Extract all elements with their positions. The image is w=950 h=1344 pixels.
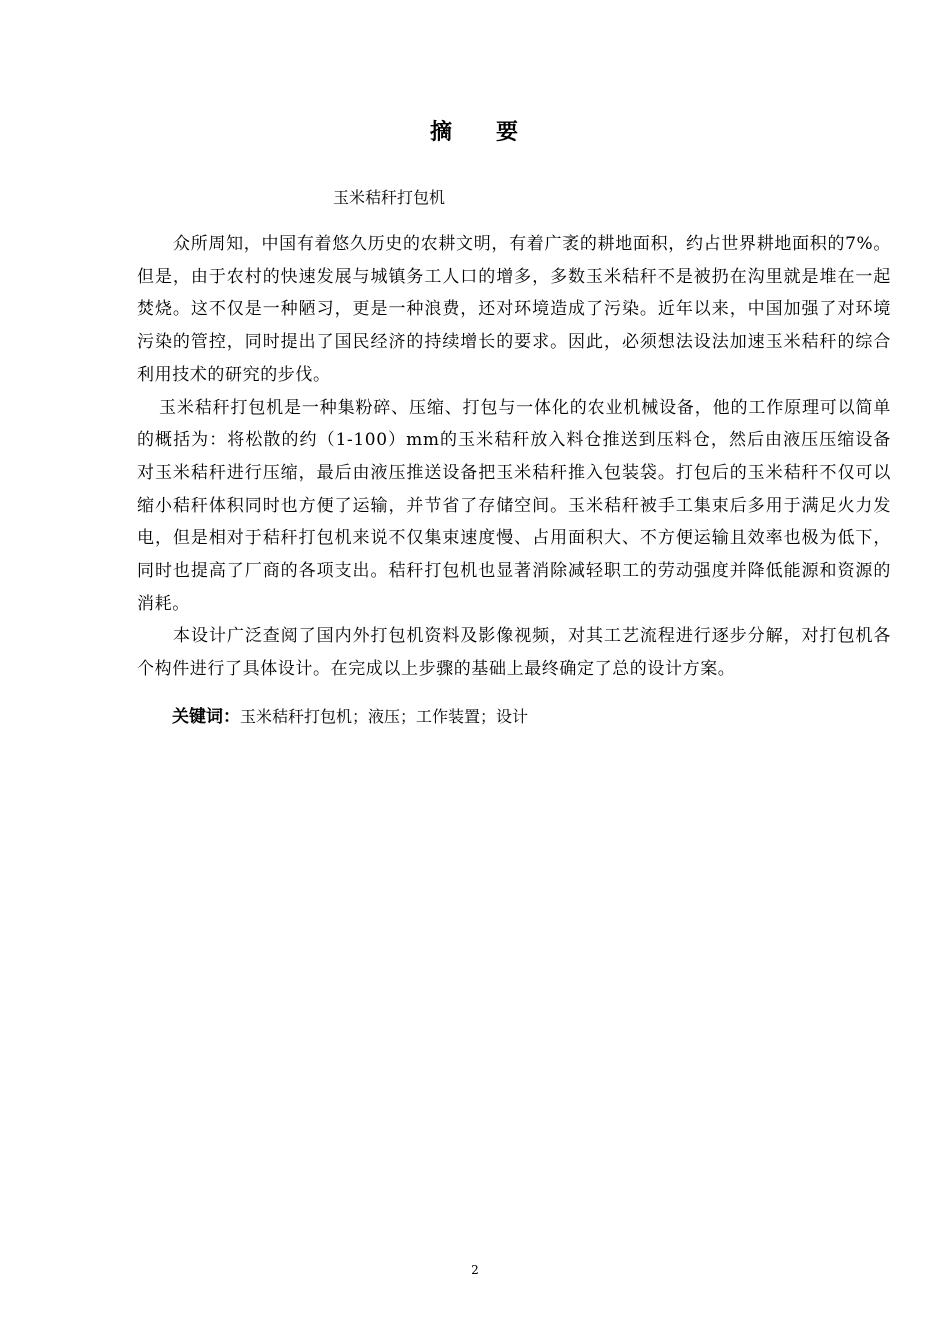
abstract-title-char-1: 摘 <box>429 120 454 145</box>
abstract-paragraph-3: 本设计广泛查阅了国内外打包机资料及影像视频，对其工艺流程进行逐步分解，对打包机各个构件进行了具体设计。在完成以上步骤的基础上最终确定了总的设计方案。 <box>137 626 891 680</box>
abstract-title <box>0 116 950 150</box>
abstract-paragraph-1: 众所周知，中国有着悠久历史的农耕文明，有着广袤的耕地面积，约占世界耕地面积的7%。但是，由于农村的快速发展与城镇务工人口的增多，多数玉米秸秆不是被扔在沟里就是堆在一起焚烧。这不仅是一种陋习，更是一种浪费，还对环境造成了污染。近年以来，中国加强了对环境污染的管控，同时提出了国民经济的持续增长的要求。因此，必须想法设法加速玉米秸秆的综合利用技术的研究的步伐。 <box>137 234 891 385</box>
abstract-title-char-2: 要 <box>496 120 521 145</box>
abstract-paragraph-2: 玉米秸秆打包机是一种集粉碎、压缩、打包与一体化的农业机械设备，他的工作原理可以简单的概括为：将松散的约（1-100）mm的玉米秸秆放入料仓推送到压料仓，然后由液压压缩设备对玉米秸秆进行压缩，最后由液压推送设备把玉米秸秆推入包装袋。打包后的玉米秸秆不仅可以缩小秸秆体积同时也方便了运输，并节省了存储空间。玉米秸秆被手工集束后多用于满足火力发电，但是相对于秸秆打包机来说不仅集束速度慢、占用面积大、不方便运输且效率也极为低下，同时也提高了厂商的各项支出。秸秆打包机也显著消除减轻职工的劳动强度并降低能源和资源的消耗。 <box>137 397 891 614</box>
keywords-line <box>172 704 528 730</box>
thesis-subtitle: 玉米秸秆打包机 <box>333 188 446 207</box>
page-number: 2 <box>471 1263 479 1277</box>
keywords-label: 关键词： <box>172 707 240 727</box>
keywords-text: 玉米秸秆打包机；液压；工作装置；设计 <box>240 707 529 726</box>
abstract-body <box>137 228 891 686</box>
